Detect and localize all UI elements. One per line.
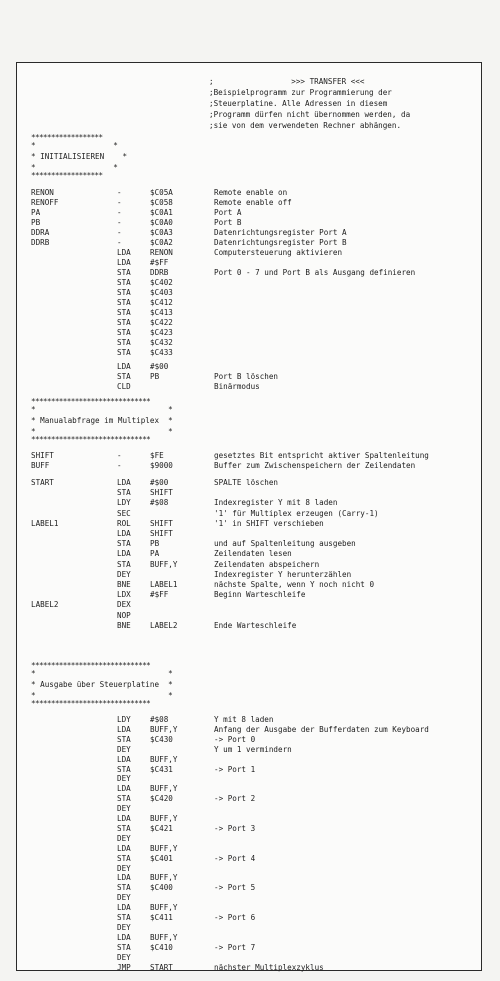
code-operand: BUFF,Y [150,903,178,913]
code-line [17,620,483,631]
code-comment: Binärmodus [214,382,260,391]
section-box-border: * * [31,141,118,150]
code-opcode: DEY [117,744,131,754]
code-comment: Beginn Warteschleife [214,590,306,600]
code-comment: Zeilendaten abspeichern [214,559,320,569]
code-comment: -> Port 6 [214,913,256,922]
code-opcode: - [117,451,122,460]
code-opcode: STA [117,823,131,833]
code-comment: Port A [214,208,242,217]
code-operand: $C0A1 [150,208,173,217]
code-operand: $C433 [150,348,173,357]
code-label: LABEL2 [31,600,59,610]
code-comment: -> Port 2 [214,794,256,804]
code-operand: $C430 [150,734,173,744]
section-box-border: * * [31,427,173,436]
code-comment: -> Port 3 [214,823,256,833]
code-opcode: - [117,188,122,197]
code-operand: #$00 [150,478,169,487]
code-label: START [31,478,54,487]
code-operand: #$08 [150,715,169,724]
code-opcode: - [117,198,122,207]
code-opcode: DEX [117,600,131,610]
code-opcode: LDA [117,873,131,883]
code-operand: #$00 [150,362,169,371]
code-operand: BUFF,Y [150,754,178,764]
code-operand: PB [150,372,160,381]
code-line [17,347,483,358]
code-opcode: ROL [117,518,131,528]
code-opcode: DEY [117,893,131,903]
section-box-border: ****************** [31,171,103,180]
code-opcode: JMP [117,962,131,972]
code-operand: $C05A [150,188,173,197]
code-comment: und auf Spaltenleitung ausgeben [214,539,356,549]
code-opcode: LDA [117,478,131,487]
code-opcode: LDX [117,590,131,600]
header-line: ;Programm dürfen nicht übernommen werden, da [209,110,411,119]
code-operand: $FE [150,451,164,460]
code-operand: PA [150,549,160,559]
code-opcode: LDA [117,754,131,764]
code-comment: Port B [214,218,242,227]
code-opcode: LDA [117,362,131,371]
code-comment: Buffer zum Zwischenspeichern der Zeilendaten [214,461,416,470]
code-opcode: LDA [117,529,131,538]
code-opcode: DEY [117,952,131,962]
code-opcode: STA [117,338,131,347]
code-operand: $9000 [150,461,173,470]
code-operand: $C410 [150,942,173,952]
section-title: * INITIALISIEREN * [31,152,128,161]
code-operand: $C432 [150,338,173,347]
code-opcode: STA [117,794,131,804]
code-comment: -> Port 1 [214,764,256,774]
code-opcode: STA [117,559,131,569]
code-comment: Port B löschen [214,372,279,381]
code-operand: BUFF,Y [150,559,178,569]
code-opcode: LDA [117,903,131,913]
code-operand: BUFF,Y [150,784,178,794]
code-opcode: STA [117,913,131,922]
code-operand: LABEL1 [150,580,178,589]
header-line: ; >>> TRANSFER <<< [209,77,365,86]
code-operand: BUFF,Y [150,724,178,734]
code-opcode: LDA [117,724,131,734]
code-comment: nächste Spalte, wenn Y noch nicht 0 [214,580,375,589]
header-line: ;Steuerplatine. Alle Adressen in diesem [209,99,388,108]
section-box-border: ****************************** [31,397,151,406]
code-operand: $C420 [150,794,173,804]
section-box-border: ****************************** [31,699,151,708]
code-opcode: STA [117,278,131,287]
code-opcode: LDA [117,843,131,853]
code-opcode: CLD [117,382,131,391]
code-comment: Y mit 8 laden [214,715,274,724]
code-operand: #$08 [150,498,169,508]
code-opcode: LDY [117,715,131,724]
code-label: LABEL1 [31,518,59,528]
code-comment: Indexregister Y herunterzählen [214,569,352,579]
code-opcode: SEC [117,508,131,518]
code-operand: START [150,962,173,972]
code-opcode: BNE [117,580,131,589]
code-operand: $C0A0 [150,218,173,227]
code-opcode: LDA [117,932,131,942]
section-box-border: * * [31,163,118,172]
code-operand: #$FF [150,590,169,600]
code-comment: Port 0 - 7 und Port B als Ausgang definieren [214,268,416,277]
section-box-border: ****************** [31,133,103,142]
code-operand: $C0A3 [150,228,173,237]
code-comment: '1' in SHIFT verschieben [214,518,324,528]
code-opcode: - [117,218,122,227]
code-comment: SPALTE löschen [214,478,279,487]
code-opcode: LDA [117,814,131,823]
code-opcode: STA [117,488,131,498]
code-opcode: NOP [117,610,131,620]
code-label: RENON [31,188,54,197]
code-operand: $C413 [150,308,173,317]
code-comment: Remote enable on [214,188,288,197]
code-operand: $C422 [150,318,173,327]
code-opcode: DEY [117,569,131,579]
section-title: * Manualabfrage im Multiplex * [31,416,173,425]
code-label: SHIFT [31,451,54,460]
code-comment: -> Port 4 [214,853,256,863]
code-comment: Remote enable off [214,198,292,207]
code-comment: -> Port 5 [214,883,256,893]
code-line [17,381,483,392]
code-opcode: LDY [117,498,131,508]
code-comment: '1' für Multiplex erzeugen (Carry-1) [214,508,379,518]
code-operand: $C412 [150,298,173,307]
section-box-border: ****************************** [31,661,151,670]
code-opcode: - [117,461,122,470]
code-opcode: STA [117,348,131,357]
code-operand: $C058 [150,198,173,207]
listing-frame [16,62,482,971]
code-label: DDRA [31,228,50,237]
code-operand: BUFF,Y [150,932,178,942]
section-box-border: * * [31,669,173,678]
code-comment: Indexregister Y mit 8 laden [214,498,338,508]
section-box-border: ****************************** [31,435,151,444]
section-box-border: * * [31,691,173,700]
code-label: DDRB [31,238,50,247]
code-opcode: DEY [117,922,131,932]
code-label: RENOFF [31,198,59,207]
code-opcode: STA [117,942,131,952]
code-opcode: DEY [117,833,131,843]
code-operand: $C400 [150,883,173,893]
code-comment: Y um 1 vermindern [214,744,292,754]
code-opcode: DEY [117,774,131,784]
code-operand: #$FF [150,258,169,267]
code-label: BUFF [31,461,50,470]
header-line: ;Beispielprogramm zur Programmierung der [209,88,392,97]
code-operand: SHIFT [150,488,173,498]
code-comment: -> Port 0 [214,734,256,744]
code-opcode: STA [117,288,131,297]
code-operand: BUFF,Y [150,843,178,853]
code-opcode: LDA [117,258,131,267]
code-operand: $C402 [150,278,173,287]
code-opcode: STA [117,328,131,337]
code-operand: BUFF,Y [150,814,178,823]
code-operand: $C421 [150,823,173,833]
code-opcode: STA [117,883,131,893]
section-box-border: * * [31,405,173,414]
code-comment: Ende Warteschleife [214,620,297,630]
code-comment: Datenrichtungsregister Port B [214,238,347,247]
code-operand: SHIFT [150,518,173,528]
code-comment: Computersteuerung aktivieren [214,248,343,257]
code-operand: $C403 [150,288,173,297]
code-opcode: BNE [117,620,131,630]
code-opcode: STA [117,308,131,317]
code-comment: Datenrichtungsregister Port A [214,228,347,237]
code-operand: $C411 [150,913,173,922]
code-operand: SHIFT [150,529,173,538]
code-opcode: DEY [117,804,131,814]
code-opcode: LDA [117,248,131,257]
code-opcode: - [117,228,122,237]
code-line [17,460,483,471]
code-operand: BUFF,Y [150,873,178,883]
code-opcode: STA [117,318,131,327]
code-label: PB [31,218,41,227]
code-line [17,962,483,973]
code-operand: $C401 [150,853,173,863]
code-comment: nächster Multiplexzyklus [214,962,324,972]
code-opcode: STA [117,853,131,863]
code-comment: -> Port 7 [214,942,256,952]
code-operand: PB [150,539,160,549]
code-opcode: STA [117,734,131,744]
code-opcode: LDA [117,549,131,559]
code-operand: $C0A2 [150,238,173,247]
code-operand: $C431 [150,764,173,774]
code-opcode: STA [117,764,131,774]
code-opcode: STA [117,372,131,381]
code-comment: gesetztes Bit entspricht aktiver Spaltenleitung [214,451,429,460]
code-opcode: LDA [117,784,131,794]
code-comment: Anfang der Ausgabe der Bufferdaten zum Keyboard [214,724,429,734]
code-opcode: STA [117,268,131,277]
code-opcode: - [117,208,122,217]
section-title: * Ausgabe über Steuerplatine * [31,680,173,689]
code-opcode: - [117,238,122,247]
header-line: ;sie von dem verwendeten Rechner abhängen. [209,121,402,130]
code-operand: DDRB [150,268,169,277]
code-opcode: STA [117,298,131,307]
code-operand: RENON [150,248,173,257]
code-label: PA [31,208,41,217]
code-opcode: STA [117,539,131,549]
code-operand: $C423 [150,328,173,337]
code-opcode: DEY [117,863,131,873]
code-comment: Zeilendaten lesen [214,549,292,559]
code-operand: LABEL2 [150,620,178,630]
